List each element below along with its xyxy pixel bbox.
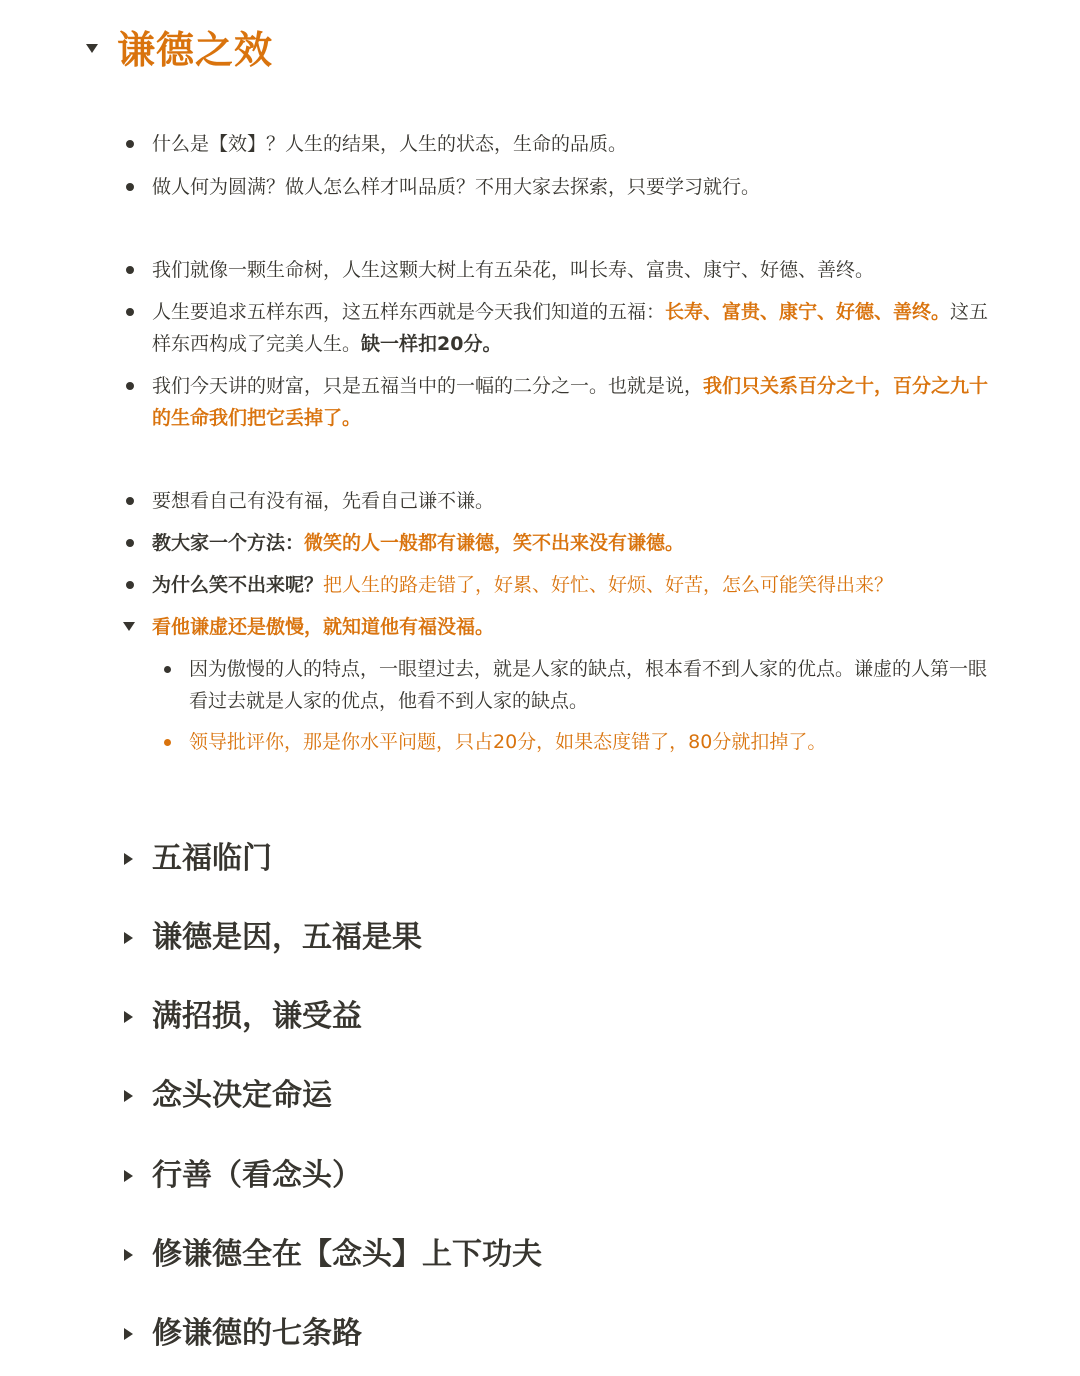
toggle-collapsed-icon[interactable] (124, 1249, 133, 1261)
toggle-collapsed-icon[interactable] (124, 1090, 133, 1102)
text-run: 做人何为圆满？做人怎么样才叫品质？不用大家去探索，只要学习就行。 (152, 176, 761, 198)
text-run: 我们就像一颗生命树，人生这颗大树上有五朵花，叫长寿、富贵、康宁、好德、善终。 (152, 259, 875, 281)
toggle-collapsed-icon[interactable] (124, 1170, 133, 1182)
text-run: 我们只关系百分之十，百分之九十的生命我们把它丢掉了。 (152, 375, 989, 429)
text-run: 这五样东西构成了完美人生。 (152, 301, 989, 355)
list-item (152, 171, 997, 203)
text-run: 缺一样扣20分。 (361, 333, 502, 355)
toggle-expanded-icon[interactable] (86, 44, 98, 53)
text-run: 微笑的人一般都有谦德，笑不出来没有谦德。 (304, 532, 685, 554)
list-item (152, 527, 997, 559)
toggle-list-item[interactable] (152, 611, 997, 643)
toggle-collapsed-icon[interactable] (124, 932, 133, 944)
list-item (152, 569, 997, 601)
list-item (152, 485, 997, 517)
toggle-expanded-icon[interactable] (123, 622, 135, 631)
toggle-heading-qitiaolu[interactable]: 修谦德的七条路 (152, 1316, 362, 1351)
bullet-icon (126, 497, 134, 505)
toggle-heading-manzhaosun[interactable]: 满招损，谦受益 (152, 999, 362, 1034)
text-run: 看他谦虚还是傲慢，就知道他有福没福。 (152, 616, 495, 638)
text-run: 教大家一个方法： (152, 532, 305, 554)
list-item (152, 128, 997, 160)
bullet-icon (126, 140, 134, 148)
bullet-icon (126, 266, 134, 274)
toggle-collapsed-icon[interactable] (124, 1011, 133, 1023)
toggle-heading-niantou-mingyun[interactable]: 念头决定命运 (152, 1078, 332, 1113)
page-section-title: 谦德之效 (117, 28, 274, 72)
text-run: 什么是【效】？人生的结果，人生的状态，生命的品质。 (152, 133, 628, 155)
text-run: 要想看自己有没有福，先看自己谦不谦。 (152, 490, 495, 512)
toggle-heading-qiande-shiyin[interactable]: 谦德是因，五福是果 (152, 920, 422, 955)
list-item (152, 370, 997, 434)
sub-list-item: 领导批评你，那是你水平问题，只占20分，如果态度错了，80分就扣掉了。 (189, 731, 827, 753)
sub-bullet-icon (164, 739, 171, 746)
list-item (152, 296, 997, 360)
list-item (152, 254, 997, 286)
sub-bullet-icon (164, 666, 171, 673)
text-run: 为什么笑不出来呢？ (152, 574, 324, 596)
bullet-icon (126, 308, 134, 316)
toggle-heading-wufu-linmen[interactable]: 五福临门 (152, 841, 272, 876)
bullet-icon (126, 539, 134, 547)
bullet-icon (126, 382, 134, 390)
sub-list-item: 因为傲慢的人的特点，一眼望过去，就是人家的缺点，根本看不到人家的优点。谦虚的人第一眼看过去就是人家的优点，他看不到人家的缺点。 (189, 658, 988, 712)
toggle-collapsed-icon[interactable] (124, 853, 133, 865)
toggle-collapsed-icon[interactable] (124, 1328, 133, 1340)
text-run: 我们今天讲的财富，只是五福当中的一幅的二分之一。也就是说， (152, 375, 704, 397)
toggle-heading-xiuqiande-niantou[interactable]: 修谦德全在【念头】上下功夫 (152, 1237, 542, 1272)
text-run: 把人生的路走错了，好累、好忙、好烦、好苦，怎么可能笑得出来？ (323, 574, 894, 596)
bullet-icon (126, 183, 134, 191)
bullet-icon (126, 581, 134, 589)
text-run: 人生要追求五样东西，这五样东西就是今天我们知道的五福： (152, 301, 666, 323)
text-run: 长寿、富贵、康宁、好德、善终。 (665, 301, 951, 323)
toggle-heading-xingshan[interactable]: 行善（看念头） (152, 1158, 362, 1193)
